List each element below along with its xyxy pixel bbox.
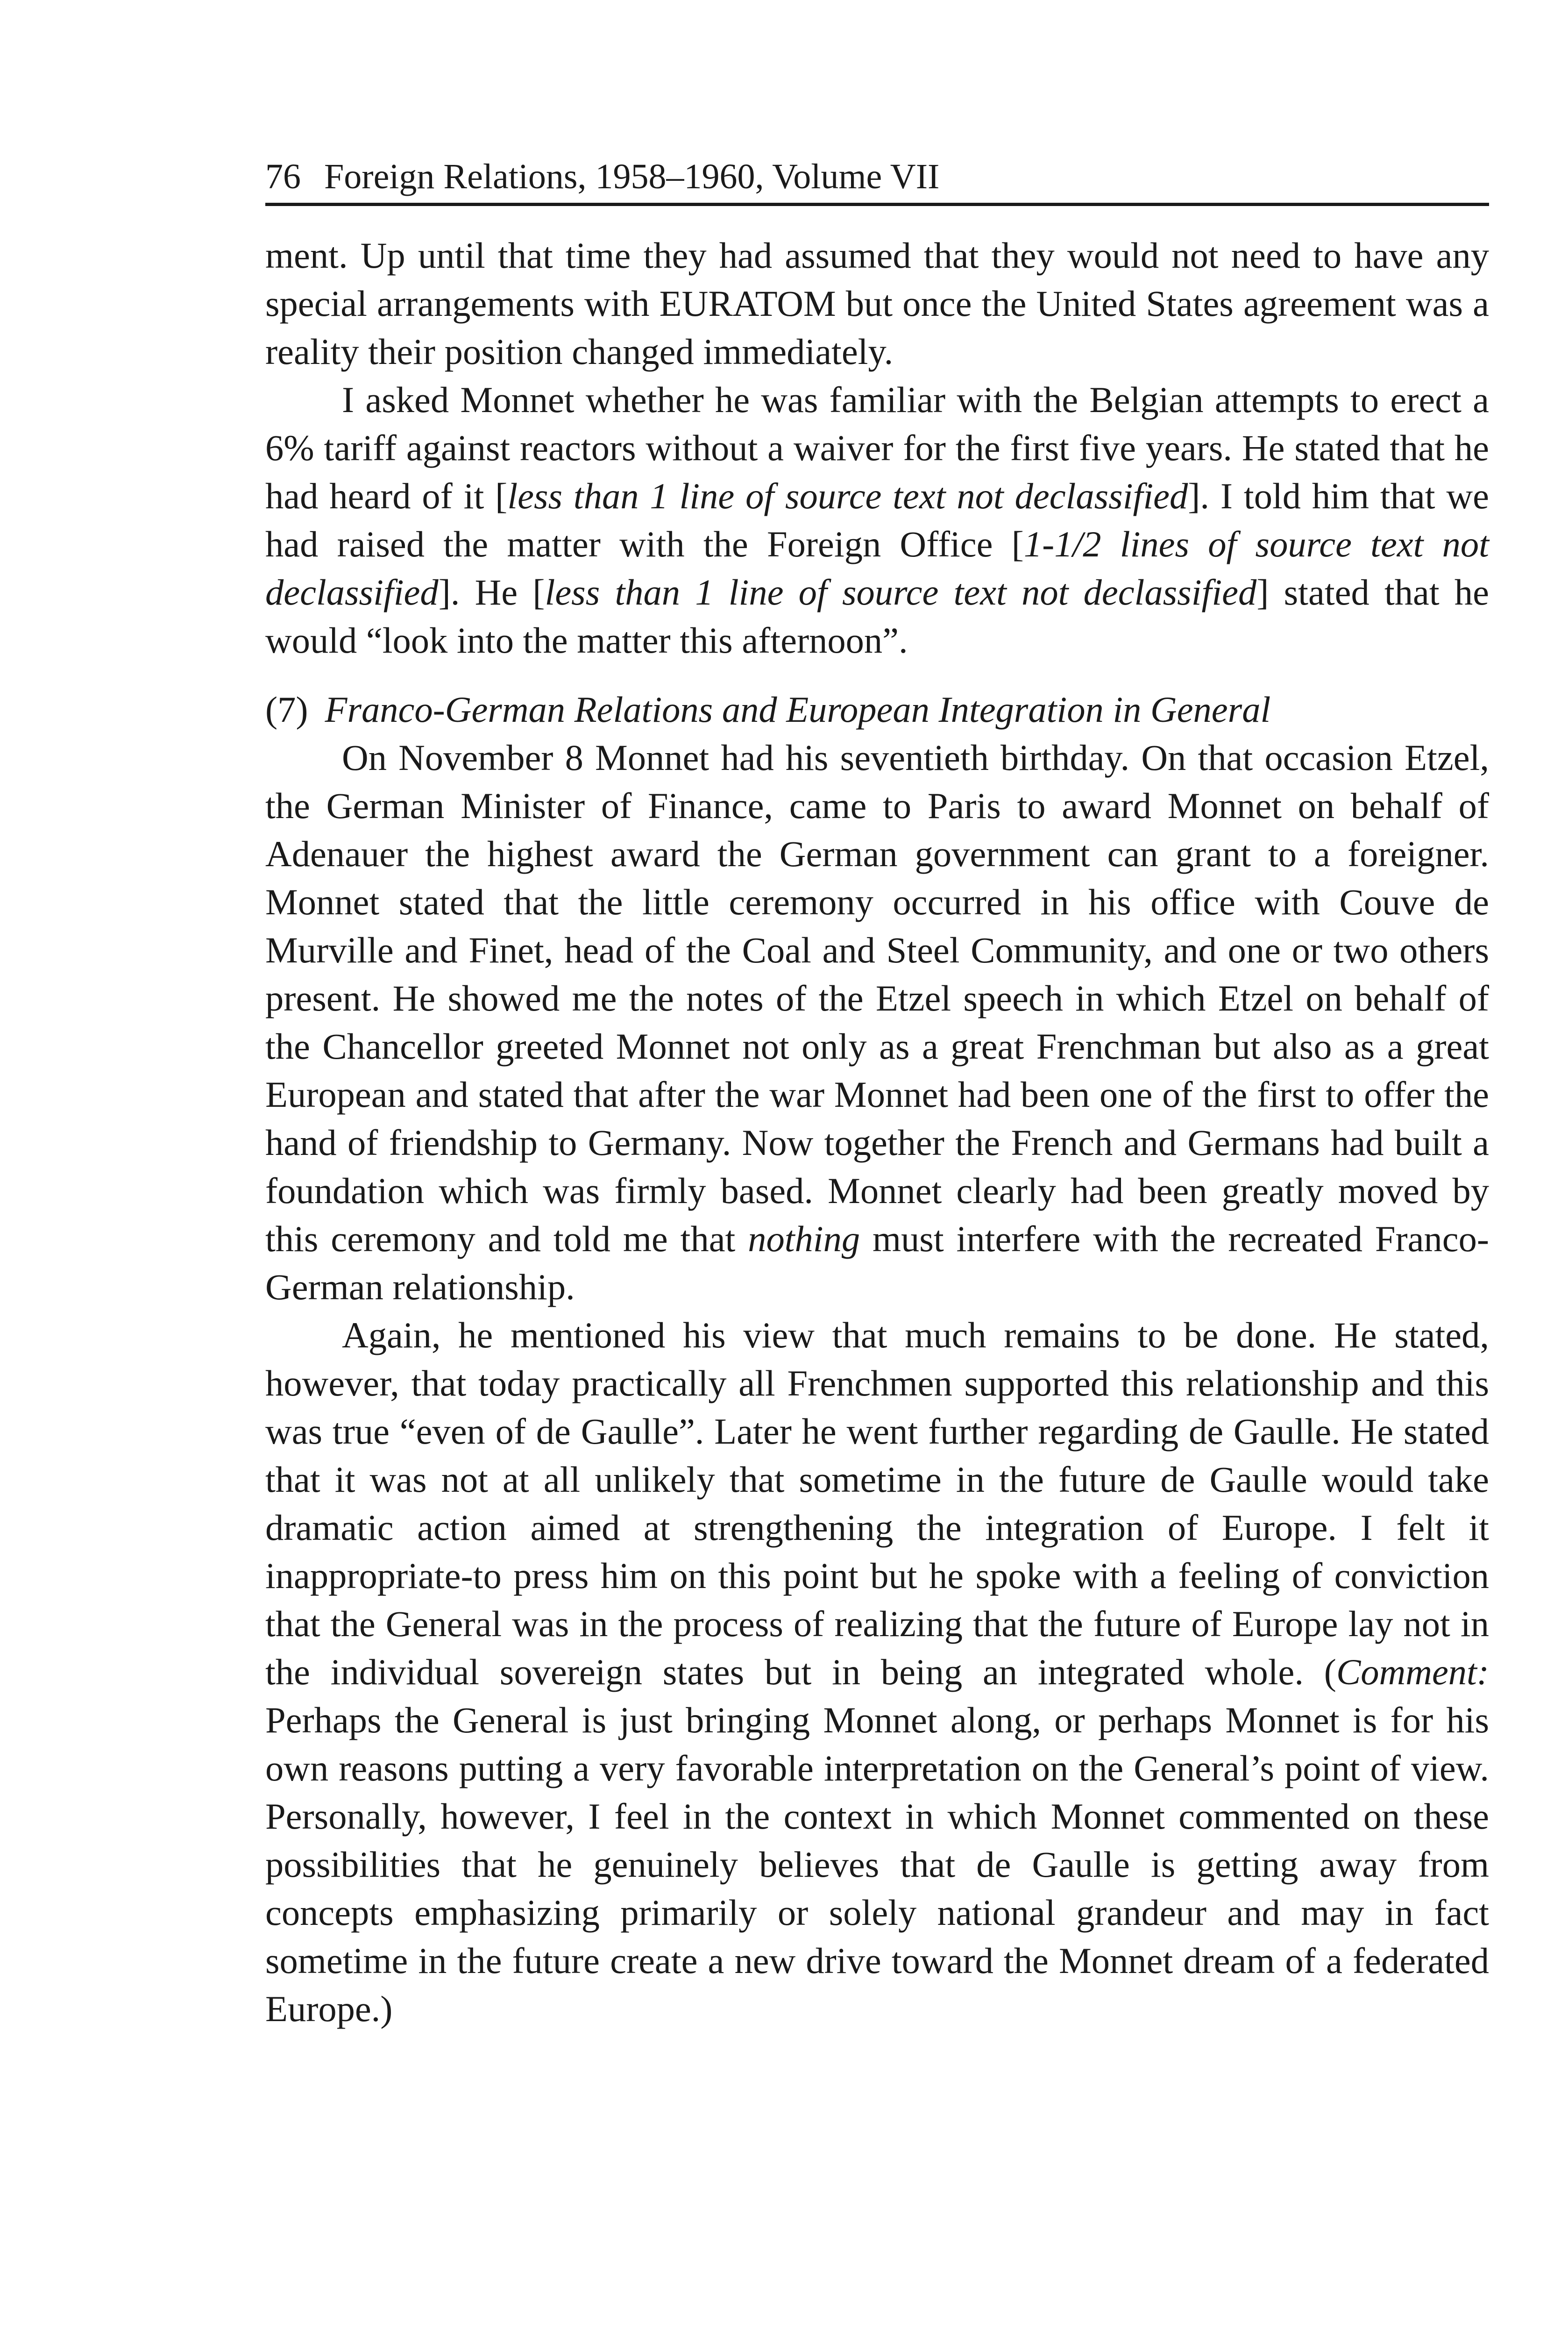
paragraph-continued: ment. Up until that time they had assumed that they would not need to have any special arrangements with EURATOM but once the United States agreement was a reality their position changed immediately. bbox=[265, 235, 1489, 372]
text-run: must interfere with the recreated Franco-German relationship. bbox=[265, 1218, 1489, 1307]
section-title: Franco-German Relations and European Integration in General bbox=[325, 689, 1271, 730]
document-body bbox=[265, 231, 1489, 2033]
redaction-note: less than 1 line of source text not declassified bbox=[507, 476, 1188, 516]
paragraph-de-gaulle bbox=[265, 1311, 1489, 2033]
running-header bbox=[265, 159, 1489, 206]
page-number: 76 bbox=[265, 157, 301, 196]
running-title: Foreign Relations, 1958–1960, Volume VII bbox=[324, 157, 940, 196]
text-run: ]. I told him that we had raised the matter with the Foreign Office [ bbox=[265, 476, 1489, 564]
text-run: Again, he mentioned his view that much remains to be done. He stated, however, that today practically all Frenchmen supported this relationship and this was true “even of de Gaulle”. Later he went further regarding de Gaulle. He stated that it was not at all unlikely that sometime in the future de Gaulle would take dramatic action aimed at strengthening the integration of Europe. I felt it inappropriate-to press him on this point but he spoke with a feeling of conviction that the General was in the process of realizing that the future of Europe lay not in the individual sovereign states but in being an integrated whole. ( bbox=[265, 1315, 1489, 1692]
redaction-note: 1-1/2 lines of source text not declassified bbox=[265, 524, 1489, 612]
paragraph-birthday bbox=[265, 734, 1489, 1311]
redaction-note: less than 1 line of source text not declassified bbox=[545, 572, 1257, 612]
emphasis: nothing bbox=[748, 1218, 860, 1259]
section-heading bbox=[265, 685, 1489, 734]
comment-label: Comment: bbox=[1336, 1652, 1489, 1692]
section-number: (7) bbox=[265, 689, 308, 730]
text-run: Perhaps the General is just bringing Monnet along, or perhaps Monnet is for his own reasons putting a very favorable interpretation on the General’s point of view. Personally, however, I feel in the context in which Monnet commented on these possibilities that he genuinely believes that de Gaulle is getting away from concepts emphasizing primarily or solely national grandeur and may in fact sometime in the future create a new drive toward the Monnet dream of a federated Europe.) bbox=[265, 1700, 1489, 2029]
text-run: ] stated that he would “look into the matter this afternoon”. bbox=[265, 572, 1489, 661]
text-run: I asked Monnet whether he was familiar with the Belgian attempts to erect a 6% tariff against reactors without a waiver for the first five years. He stated that he had heard of it [ bbox=[265, 379, 1489, 516]
text-run: ]. He [ bbox=[438, 572, 545, 612]
paragraph-belgian-tariff bbox=[265, 376, 1489, 664]
text-run: On November 8 Monnet had his seventieth birthday. On that occasion Etzel, the German Minister of Finance, came to Paris to award Monnet on behalf of Adenauer the highest award the German government can grant to a foreigner. Monnet stated that the little ceremony occurred in his office with Couve de Murville and Finet, head of the Coal and Steel Community, and one or two others present. He showed me the notes of the Etzel speech in which Etzel on behalf of the Chancellor greeted Monnet not only as a great Frenchman but also as a great European and stated that after the war Monnet had been one of the first to offer the hand of friendship to Germany. Now together the French and Germans had built a foundation which was firmly based. Monnet clearly had been greatly moved by this ceremony and told me that bbox=[265, 737, 1489, 1259]
document-page bbox=[265, 159, 1489, 2033]
